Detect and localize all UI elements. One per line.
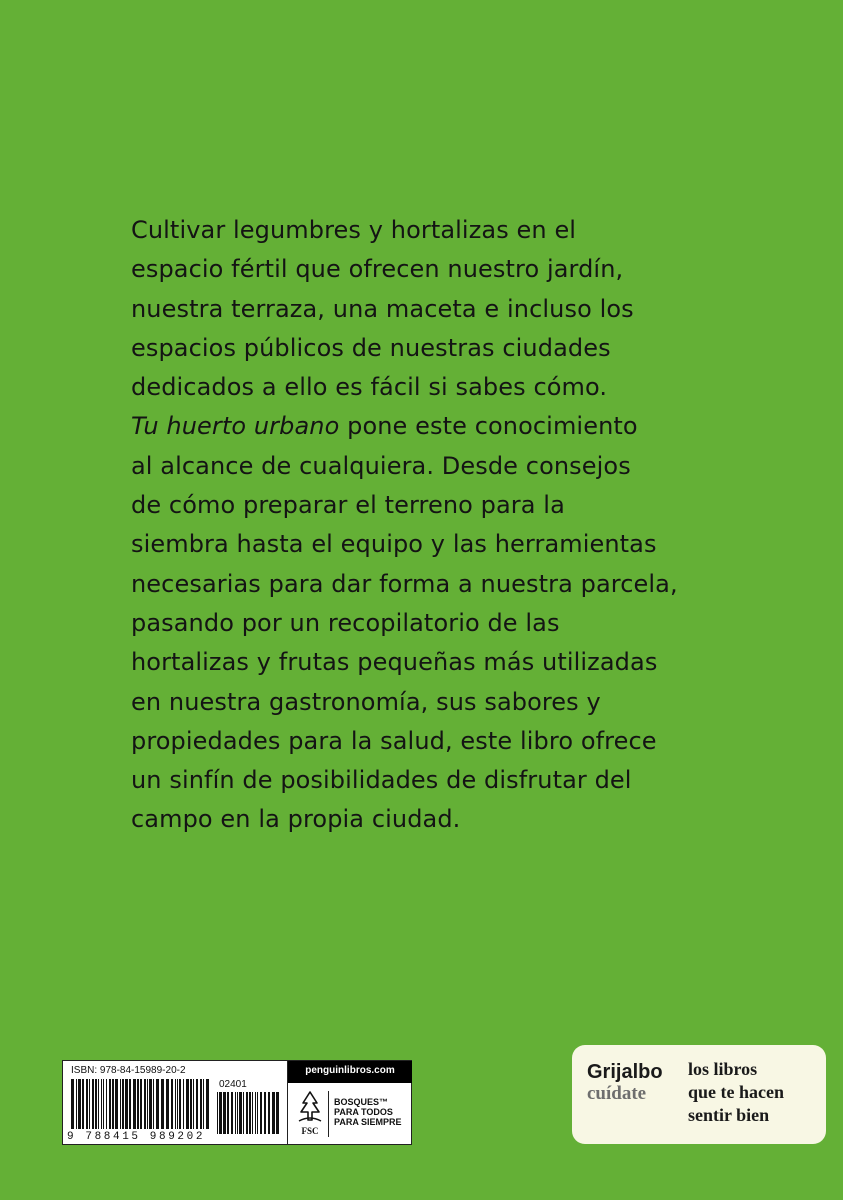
barcode-bar <box>89 1079 90 1129</box>
barcode-bar <box>217 1092 218 1134</box>
isbn-label: ISBN: 978-84-15989-20-2 <box>71 1065 186 1076</box>
blurb-line: Cultivar legumbres y hortalizas en el <box>131 216 577 244</box>
barcode-bar <box>179 1079 181 1129</box>
blurb-title-line <box>131 407 731 446</box>
barcode-bar <box>171 1079 173 1129</box>
fsc-tree-icon <box>296 1089 324 1125</box>
blurb-line: al alcance de cualquiera. Desde consejos <box>131 451 631 480</box>
barcode-bar <box>109 1079 111 1129</box>
barcode-bar <box>129 1079 131 1129</box>
barcode-bar <box>243 1092 244 1134</box>
barcode-bar <box>106 1079 107 1129</box>
barcode-bar <box>156 1079 159 1129</box>
barcode-bar <box>177 1079 178 1129</box>
barcode-bar <box>122 1079 124 1129</box>
blurb-line: espacios públicos de nuestras ciudades <box>131 333 611 362</box>
tagline-line: sentir bien <box>688 1105 770 1125</box>
fsc-tagline-line: PARA SIEMPRE <box>334 1117 402 1127</box>
tagline-line: los libros <box>688 1059 758 1079</box>
barcode-bar <box>166 1079 169 1129</box>
blurb-title-rest: pone este conocimiento <box>339 412 638 441</box>
barcode-digits: 9 788415 989202 <box>67 1131 206 1143</box>
barcode-bar <box>196 1079 198 1129</box>
barcode-bar <box>115 1079 118 1129</box>
barcode-bar <box>140 1079 142 1129</box>
barcode-bar <box>144 1079 146 1129</box>
barcode-bar <box>257 1092 258 1134</box>
barcode-bar <box>260 1092 262 1134</box>
barcode-bar <box>153 1079 154 1129</box>
barcode-bar <box>237 1092 238 1134</box>
blurb-line: dedicados a ello es fácil si sabes cómo. <box>131 373 608 402</box>
barcode-bar <box>219 1092 222 1134</box>
barcode-bar <box>92 1079 94 1129</box>
barcode-bar <box>78 1079 81 1129</box>
imprint-panel <box>572 1045 826 1144</box>
barcode-bar <box>276 1092 279 1134</box>
barcode-bar <box>71 1079 74 1129</box>
barcode-bar <box>95 1079 97 1129</box>
fsc-divider <box>328 1091 329 1137</box>
blurb-line: de cómo preparar el terreno para la <box>131 491 565 520</box>
barcode-bar <box>272 1092 275 1134</box>
tagline-line: que te hacen <box>688 1082 784 1102</box>
collection-name: cuídate <box>587 1083 647 1104</box>
barcode-bar <box>76 1079 77 1129</box>
barcode-bar <box>149 1079 152 1129</box>
blurb-line: pasando por un recopilatorio de las <box>131 608 560 637</box>
website-label: penguinlibros.com <box>305 1065 395 1076</box>
barcode-bar <box>264 1092 266 1134</box>
barcode-bar <box>147 1079 148 1129</box>
barcode-bar <box>98 1079 99 1129</box>
barcode-bar <box>223 1092 226 1134</box>
barcode-bar <box>86 1079 88 1129</box>
barcode-bar <box>252 1092 253 1134</box>
blurb-line: propiedades para la salud, este libro ofrece <box>131 726 657 755</box>
barcode-bar <box>193 1079 194 1129</box>
barcode-bar <box>235 1092 236 1134</box>
back-cover-blurb <box>131 211 731 840</box>
blurb-line: necesarias para dar forma a nuestra parcela, <box>131 569 678 598</box>
blurb-line: siembra hasta el equipo y las herramientas <box>131 530 657 559</box>
website-bar <box>288 1061 412 1083</box>
barcode-bar <box>200 1079 202 1129</box>
barcode-bar <box>246 1092 248 1134</box>
barcode-panel <box>62 1060 412 1145</box>
barcode-image <box>71 1079 211 1129</box>
publisher-brand: Grijalbo <box>587 1061 663 1083</box>
barcode-bar <box>161 1079 164 1129</box>
barcode-bar <box>103 1079 104 1129</box>
blurb-line: un sinfín de posibilidades de disfrutar del <box>131 766 632 795</box>
barcode-bar <box>82 1079 84 1129</box>
barcode-bar <box>231 1092 233 1134</box>
barcode-bar <box>249 1092 251 1134</box>
blurb-line: hortalizas y frutas pequeñas más utilizadas <box>131 648 658 677</box>
barcode-bar <box>227 1092 229 1134</box>
barcode-bar <box>183 1079 184 1129</box>
fsc-tagline <box>334 1097 410 1127</box>
barcode-bar <box>239 1092 242 1134</box>
barcode-bar <box>112 1079 114 1129</box>
barcode-bar <box>125 1079 128 1129</box>
barcode-bar <box>190 1079 192 1129</box>
barcode-bar <box>120 1079 121 1129</box>
barcode-bar <box>175 1079 176 1129</box>
barcode-addon-code: 02401 <box>219 1079 247 1090</box>
blurb-line: espacio fértil que ofrecen nuestro jardín, <box>131 255 624 284</box>
blurb-line: en nuestra gastronomía, sus sabores y <box>131 687 601 716</box>
barcode-bar <box>186 1079 189 1129</box>
collection-tagline <box>688 1058 784 1127</box>
barcode-bar <box>203 1079 204 1129</box>
barcode-bar <box>206 1079 209 1129</box>
barcode-bar <box>137 1079 139 1129</box>
barcode-bar <box>101 1079 102 1129</box>
addon-barcode-image <box>217 1092 279 1142</box>
barcode-bar <box>133 1079 136 1129</box>
book-title-italic: Tu huerto urbano <box>131 412 340 441</box>
fsc-tagline-line: BOSQUES™ <box>334 1097 389 1107</box>
fsc-tagline-line: PARA TODOS <box>334 1107 393 1117</box>
barcode-bar <box>255 1092 256 1134</box>
blurb-line: nuestra terraza, una maceta e incluso los <box>131 294 634 323</box>
barcode-bar <box>268 1092 270 1134</box>
blurb-line: campo en la propia ciudad. <box>131 805 461 834</box>
publisher-info <box>287 1061 412 1144</box>
fsc-label: FSC <box>301 1126 319 1136</box>
